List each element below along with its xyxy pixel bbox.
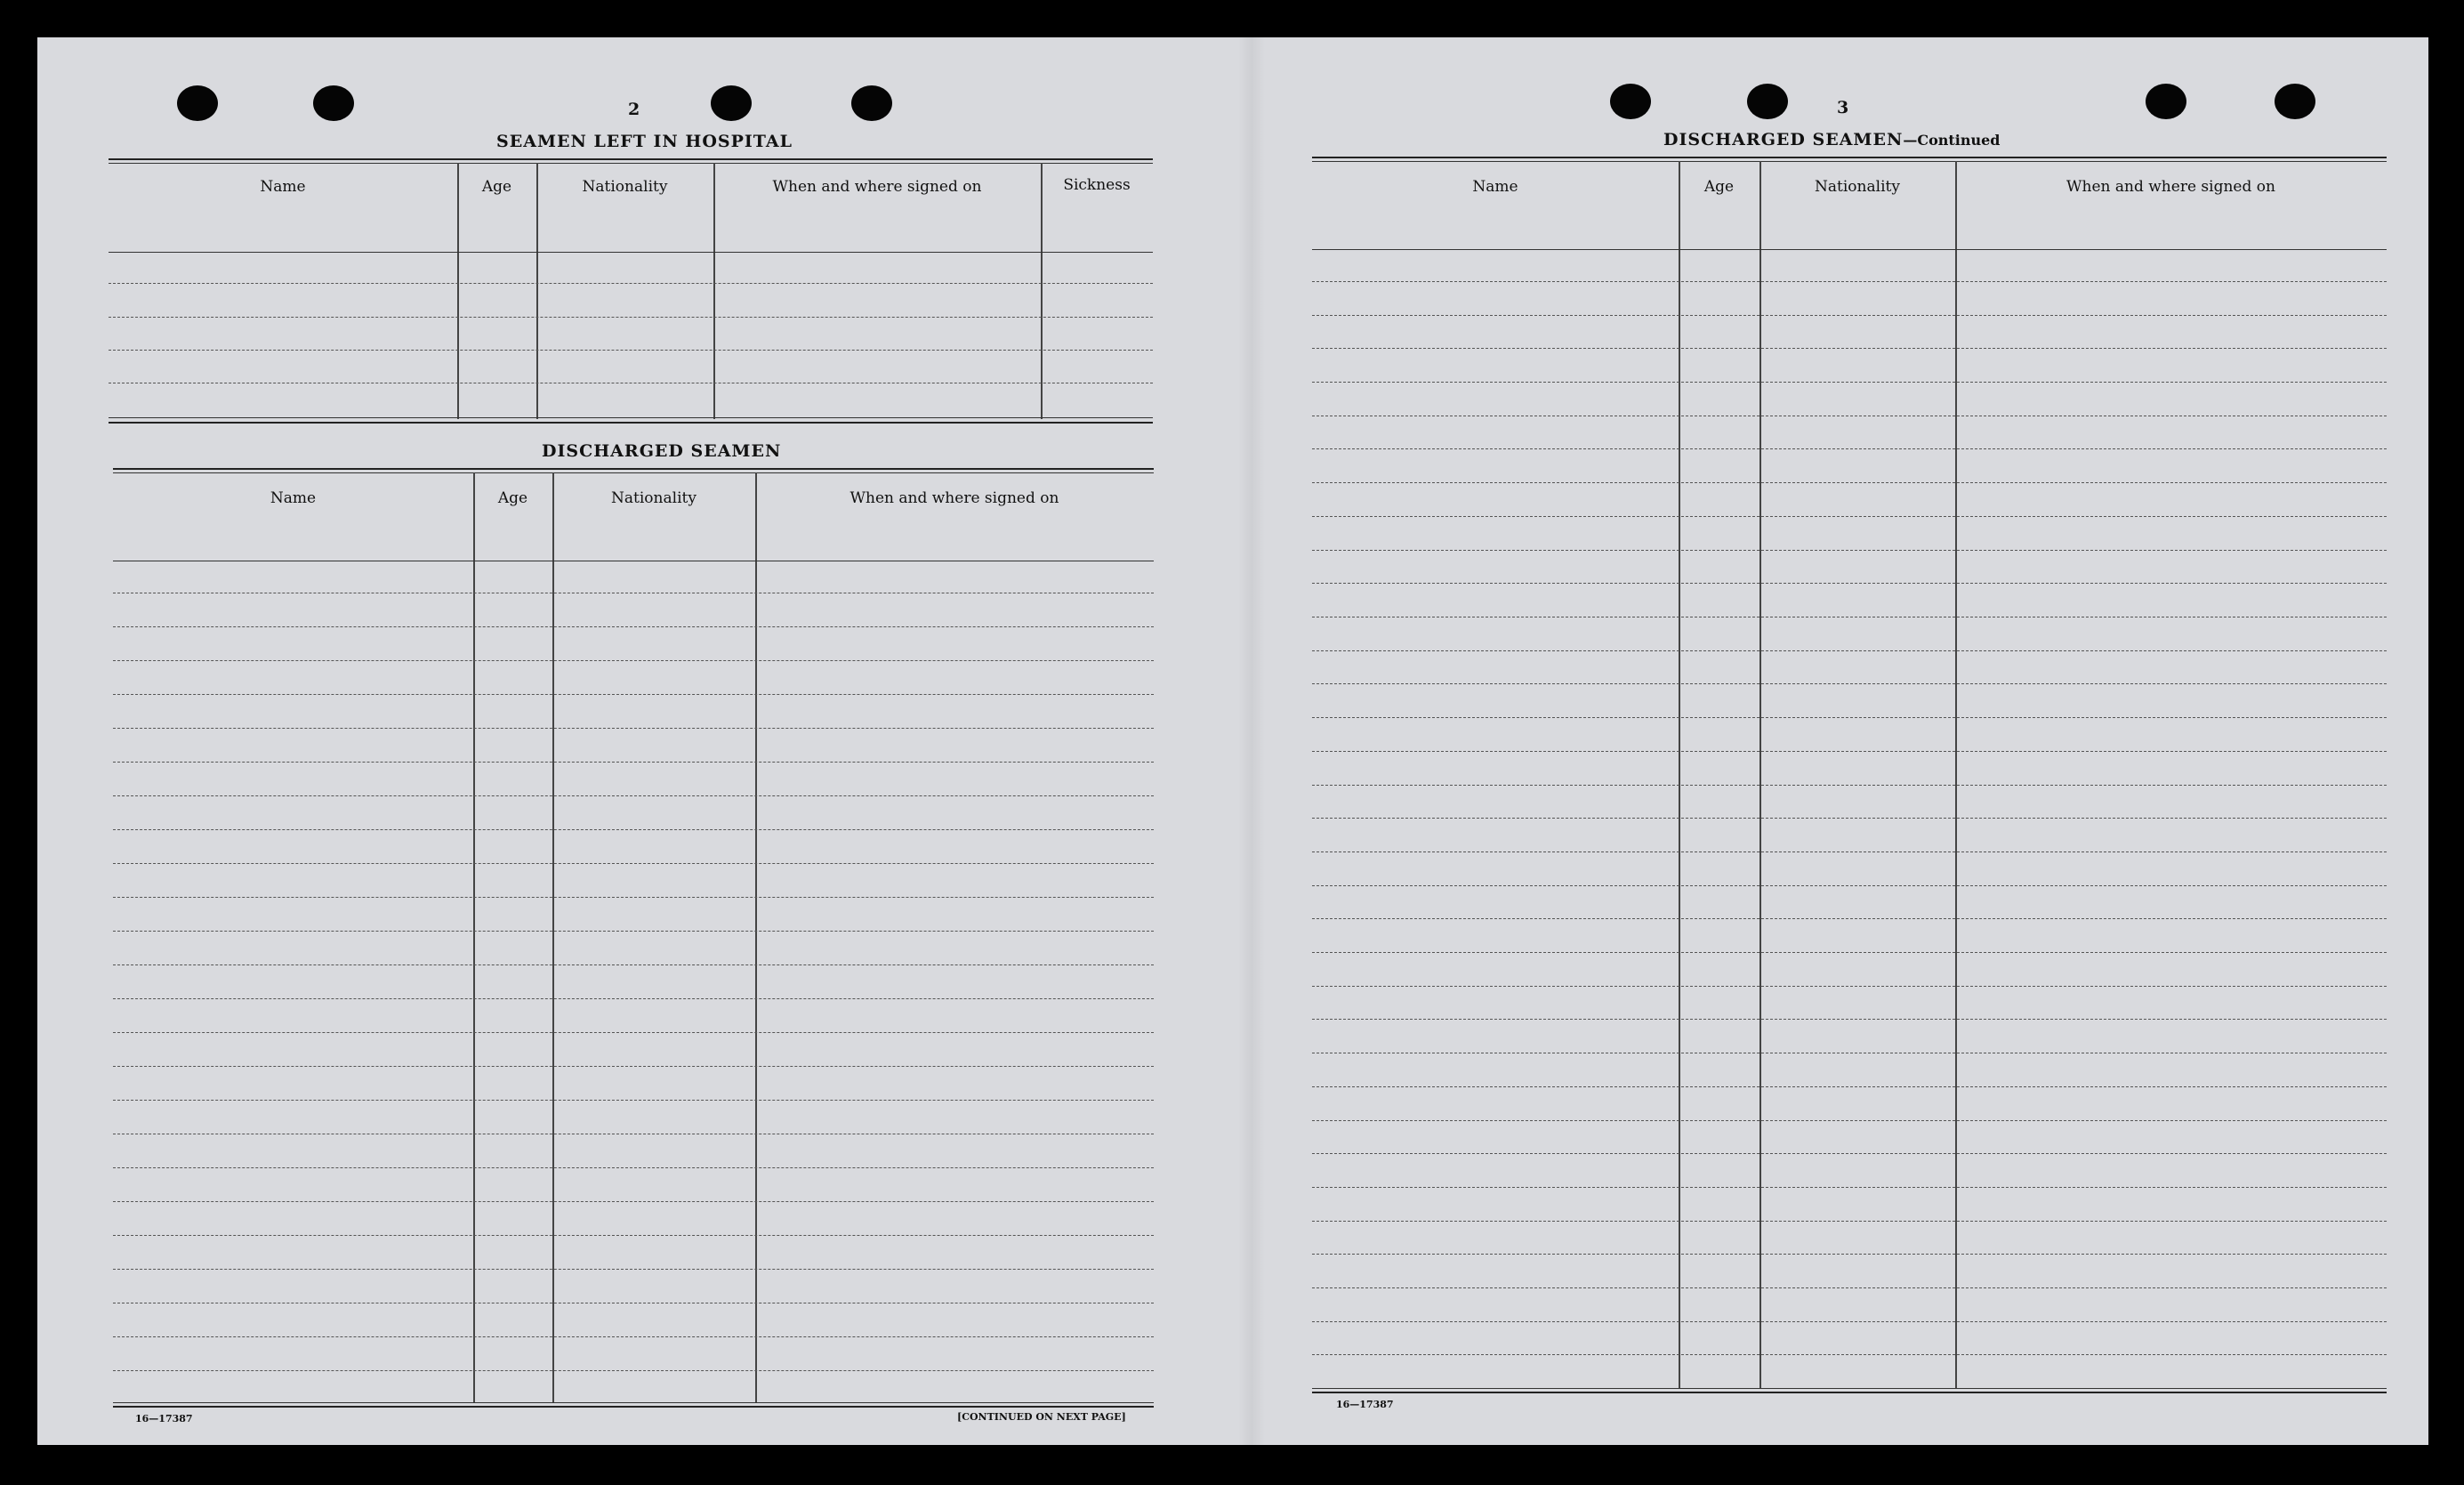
table-row (1312, 650, 2387, 651)
table-row (109, 317, 1153, 318)
table-row (1312, 550, 2387, 551)
table-row (113, 1235, 1154, 1236)
table-row (109, 350, 1153, 351)
table-row (1312, 1287, 2387, 1288)
table-row (113, 897, 1154, 898)
table-row (1312, 516, 2387, 517)
punch-hole (2146, 84, 2186, 119)
table-row (1312, 348, 2387, 349)
table-row (1312, 751, 2387, 752)
hospital-table (109, 158, 1153, 425)
table-row (113, 795, 1154, 796)
punch-hole (711, 85, 752, 121)
table-row (1312, 785, 2387, 786)
table-row (113, 829, 1154, 830)
table-row (1312, 683, 2387, 684)
table-row (1312, 851, 2387, 852)
table-row (113, 626, 1154, 627)
discharged-continued-suffix: —Continued (1903, 132, 2001, 149)
table-row (1312, 448, 2387, 449)
table-row (1312, 482, 2387, 483)
right-page-number: 3 (1837, 98, 1849, 117)
table-row (113, 728, 1154, 729)
discharged-col-age: Age (497, 489, 528, 507)
table-row (113, 762, 1154, 763)
table-row (113, 1066, 1154, 1067)
table-row (1312, 1321, 2387, 1322)
table-row (113, 1032, 1154, 1033)
left-form-number: 16—17387 (135, 1413, 193, 1424)
table-row (1312, 818, 2387, 819)
continued-col-age: Age (1703, 178, 1735, 196)
table-row (1312, 1254, 2387, 1255)
punch-hole (2275, 84, 2315, 119)
table-row (113, 660, 1154, 661)
table-row (1312, 583, 2387, 584)
punch-hole (1747, 84, 1788, 119)
table-row (1312, 1019, 2387, 1020)
punch-hole (177, 85, 218, 121)
right-form-number: 16—17387 (1336, 1399, 1394, 1410)
table-row (1312, 1120, 2387, 1121)
continued-col-signed-on: When and where signed on (2066, 178, 2275, 196)
punch-hole (1610, 84, 1651, 119)
discharged-col-name: Name (270, 489, 317, 507)
table-row (1312, 1221, 2387, 1222)
hospital-col-signed-on: When and where signed on (772, 178, 982, 196)
table-row (1312, 1086, 2387, 1087)
table-row (113, 1167, 1154, 1168)
discharged-col-signed-on: When and where signed on (850, 489, 1059, 507)
punch-hole (851, 85, 892, 121)
table-row (1312, 885, 2387, 886)
discharged-continued-table (1312, 157, 2387, 1393)
table-row (1312, 1354, 2387, 1355)
hospital-col-sickness: Sickness (1063, 176, 1131, 194)
punch-hole (313, 85, 354, 121)
hospital-col-nationality: Nationality (582, 178, 668, 196)
table-row (113, 931, 1154, 932)
left-page-number: 2 (628, 100, 640, 119)
table-row (1312, 918, 2387, 919)
table-row (113, 1201, 1154, 1202)
discharged-continued-title-main: DISCHARGED SEAMEN (1663, 130, 1904, 149)
continued-note: [CONTINUED ON NEXT PAGE] (957, 1411, 1126, 1423)
center-fold (1238, 37, 1265, 1445)
continued-col-name: Name (1472, 178, 1518, 196)
discharged-table (113, 468, 1154, 1408)
table-row (1312, 315, 2387, 316)
hospital-section-title: SEAMEN LEFT IN HOSPITAL (496, 132, 793, 151)
continued-col-nationality: Nationality (1815, 178, 1900, 196)
table-row (113, 1336, 1154, 1337)
table-row (113, 1269, 1154, 1270)
table-row (1312, 382, 2387, 383)
table-row (109, 283, 1153, 284)
table-row (113, 964, 1154, 965)
table-row (113, 1100, 1154, 1101)
table-row (113, 998, 1154, 999)
table-row (1312, 717, 2387, 718)
table-row (1312, 1153, 2387, 1154)
table-row (1312, 1187, 2387, 1188)
table-row (1312, 952, 2387, 953)
discharged-col-nationality: Nationality (611, 489, 697, 507)
hospital-col-name: Name (260, 178, 306, 196)
table-row (113, 694, 1154, 695)
discharged-section-title: DISCHARGED SEAMEN (542, 441, 782, 461)
table-row (113, 863, 1154, 864)
table-row (1312, 281, 2387, 282)
discharged-continued-title (1663, 130, 2000, 149)
document-sheet (37, 37, 2428, 1445)
table-row (113, 1370, 1154, 1371)
table-row (1312, 986, 2387, 987)
hospital-col-age: Age (481, 178, 512, 196)
